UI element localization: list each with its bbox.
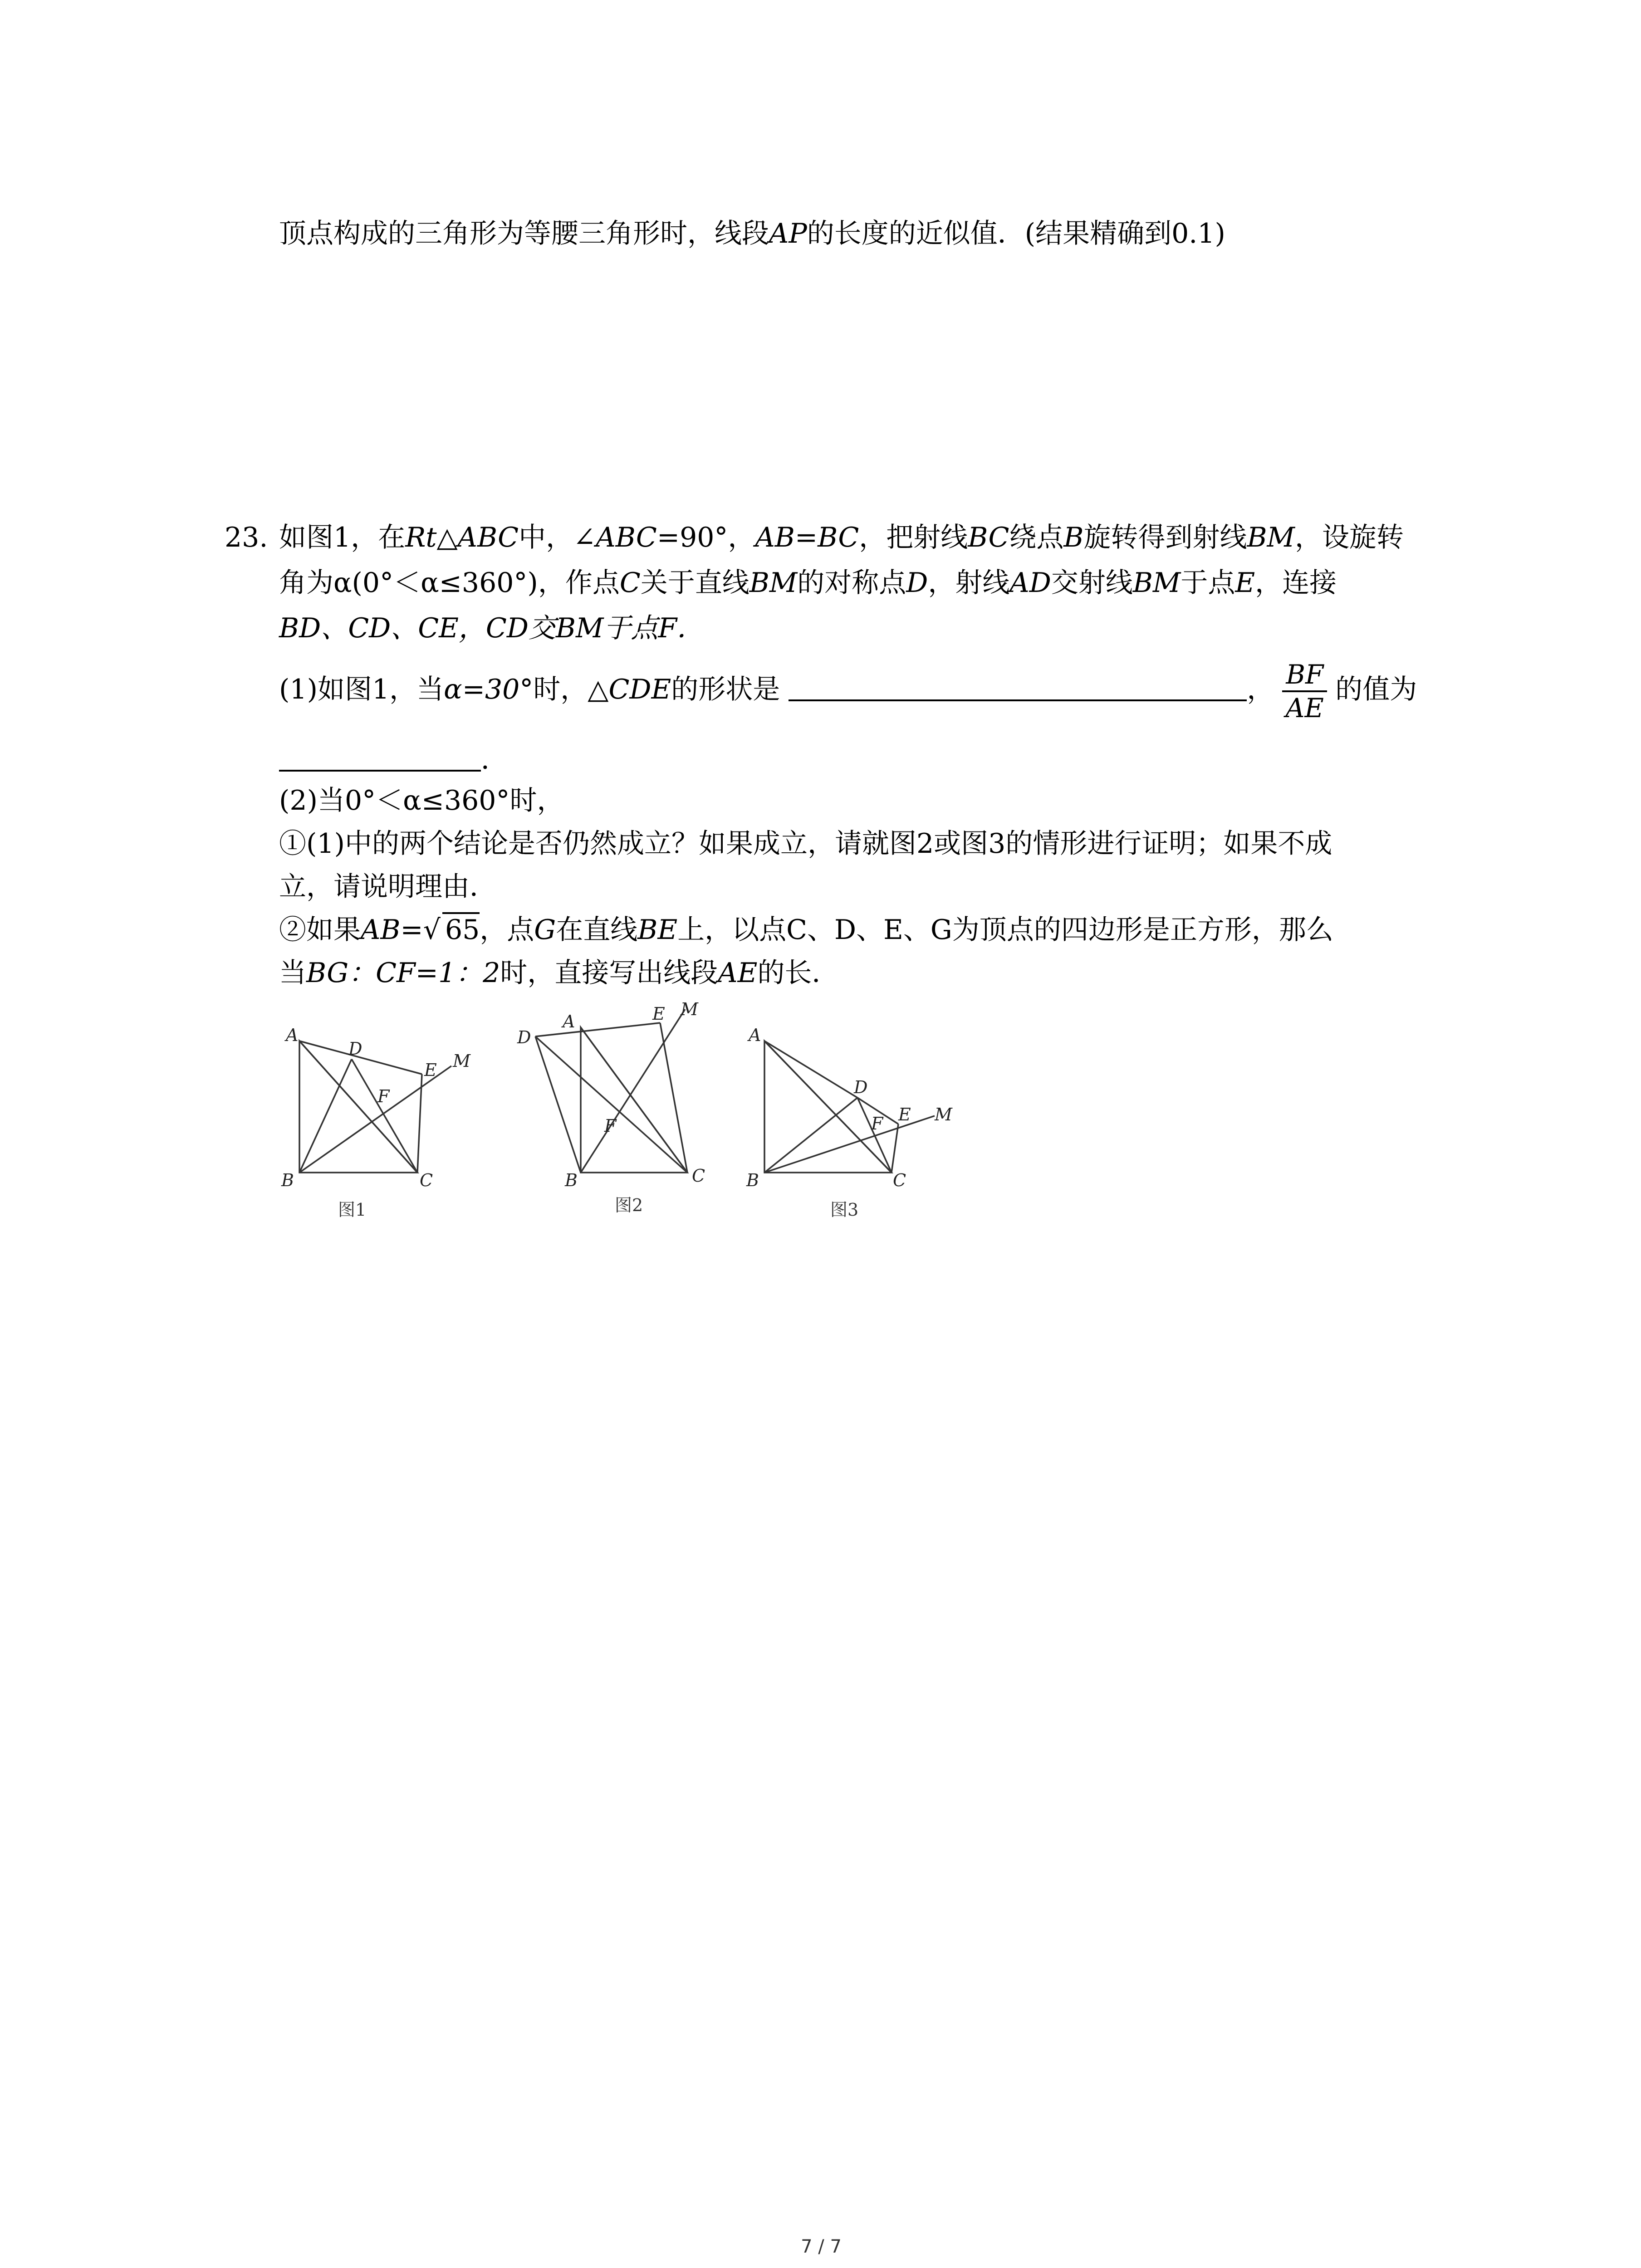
fraction-denominator: AE <box>1285 693 1324 724</box>
sqrt-sign: √ <box>423 914 441 946</box>
var: AD <box>1009 567 1051 599</box>
var: ABC <box>596 522 657 553</box>
label-d: D <box>854 1077 868 1097</box>
question-stem-line2 <box>279 565 1337 601</box>
text: 关于直线 <box>640 567 749 599</box>
var: BC <box>968 522 1009 553</box>
text: 当 <box>279 957 306 989</box>
text: 旋转得到射线 <box>1083 522 1247 553</box>
part1-line: (1)如图1，当α=30°时，△CDE的形状是 ， $\frac{BF}{AE}$ 的值为 <box>279 659 1417 724</box>
text: 如图1，在 <box>279 522 406 553</box>
segment-bd <box>299 1059 352 1173</box>
text: 的长． <box>757 957 839 989</box>
var: BM <box>1132 567 1181 599</box>
var: C <box>619 567 641 599</box>
text: BD、CD、CE，CD交BM于点F． <box>279 612 705 644</box>
label-f: F <box>604 1116 617 1136</box>
label-e: E <box>898 1105 911 1124</box>
label-f: F <box>377 1086 390 1106</box>
var: Rt <box>405 522 437 553</box>
var: E <box>1235 567 1255 599</box>
var: AB=BC <box>755 522 859 553</box>
label-b: B <box>746 1170 759 1190</box>
var: AB= <box>361 914 423 946</box>
text: (1)如图1，当 <box>279 674 444 705</box>
answer-blank-value[interactable] <box>279 770 481 772</box>
caption-1: 图1 <box>338 1200 367 1220</box>
text: 在直线 <box>556 914 638 946</box>
text: 交射线 <box>1051 567 1133 599</box>
fraction-numerator: BF <box>1282 659 1327 692</box>
text: ②如果 <box>279 914 361 946</box>
var: G <box>534 914 556 946</box>
text: 的形状是 <box>671 674 780 705</box>
ray-ad <box>535 1023 660 1036</box>
text: (2)当0°＜α≤360°时， <box>279 785 564 816</box>
text: ，连接 <box>1255 567 1337 599</box>
var: D <box>906 567 928 599</box>
text: 于点 <box>1181 567 1235 599</box>
text: ． <box>481 744 508 776</box>
text: 时，直接写出线段 <box>500 957 718 989</box>
segment-ac <box>581 1027 687 1173</box>
part1-second-blank-line <box>279 742 508 778</box>
answer-blank-shape[interactable] <box>789 699 1247 701</box>
sub2-line1 <box>279 912 1333 948</box>
page-number: 7 / 7 <box>801 2236 842 2257</box>
label-e: E <box>652 1004 665 1024</box>
text: 绕点 <box>1009 522 1064 553</box>
segment-ce <box>892 1124 898 1173</box>
label-b: B <box>565 1170 578 1190</box>
fraction-bf-ae <box>1282 659 1327 724</box>
label-c: C <box>893 1170 906 1190</box>
var: BM <box>749 567 798 599</box>
label-d: D <box>517 1027 531 1047</box>
var: AE <box>718 957 758 989</box>
figure-3 <box>740 1025 966 1225</box>
text: 的值为 <box>1335 674 1417 705</box>
text: =90°， <box>656 522 755 553</box>
ray-bm <box>299 1066 451 1173</box>
label-m: M <box>681 999 698 1019</box>
label-a: A <box>563 1012 575 1031</box>
label-f: F <box>871 1114 883 1134</box>
label-m: M <box>935 1105 952 1124</box>
text: ，设旋转 <box>1295 522 1404 553</box>
label-e: E <box>424 1060 437 1080</box>
text: ，射线 <box>928 567 1010 599</box>
var: △ABC <box>436 522 519 553</box>
label-a: A <box>749 1025 761 1045</box>
question-number: 23. <box>225 522 268 553</box>
segment-ce <box>660 1023 687 1173</box>
text: 的对称点 <box>797 567 906 599</box>
text: 中，∠ <box>519 522 596 553</box>
var: α=30° <box>444 674 534 705</box>
text: 上，以点C、D、E、G为顶点的四边形是正方形，那么 <box>677 914 1333 946</box>
figure-2 <box>508 998 726 1220</box>
question-stem-line1 <box>279 519 1404 556</box>
label-b: B <box>281 1170 294 1190</box>
label-d: D <box>348 1039 362 1059</box>
label-c: C <box>420 1170 433 1190</box>
question-stem-line3 <box>279 610 704 646</box>
sub2-line2 <box>279 955 839 991</box>
text: ，点 <box>480 914 534 946</box>
part2-line <box>279 782 564 819</box>
var-ap: AP <box>769 218 807 249</box>
var: CDE <box>608 674 671 705</box>
label-m: M <box>453 1051 470 1071</box>
sub1-line1 <box>279 826 1332 862</box>
segment-cd <box>352 1059 417 1173</box>
label-c: C <box>692 1166 705 1186</box>
sqrt-value: 65 <box>442 912 480 946</box>
caption-3: 图3 <box>830 1200 859 1220</box>
var: BE <box>637 914 678 946</box>
text: 顶点构成的三角形为等腰三角形时，线段 <box>279 218 769 249</box>
label-a: A <box>286 1025 299 1045</box>
text: 角为α(0°＜α≤360°)，作点 <box>279 567 620 599</box>
prev-question-tail <box>279 215 1225 252</box>
segment-ac <box>299 1041 417 1173</box>
text: 立，请说明理由． <box>279 871 497 903</box>
segment-bd <box>764 1098 857 1173</box>
var: B <box>1063 522 1084 553</box>
text: ①(1)中的两个结论是否仍然成立？如果成立，请就图2或图3的情形进行证明；如果不成 <box>279 828 1332 860</box>
sub1-line2 <box>279 869 497 905</box>
var: BG：CF=1：2 <box>306 957 500 989</box>
text: 的长度的近似值．(结果精确到0.1) <box>807 218 1225 249</box>
text: ，把射线 <box>859 522 968 553</box>
caption-2: 图2 <box>615 1195 643 1215</box>
text: 时，△ <box>533 674 609 705</box>
figure-1 <box>272 1025 490 1225</box>
var: BM <box>1247 522 1295 553</box>
